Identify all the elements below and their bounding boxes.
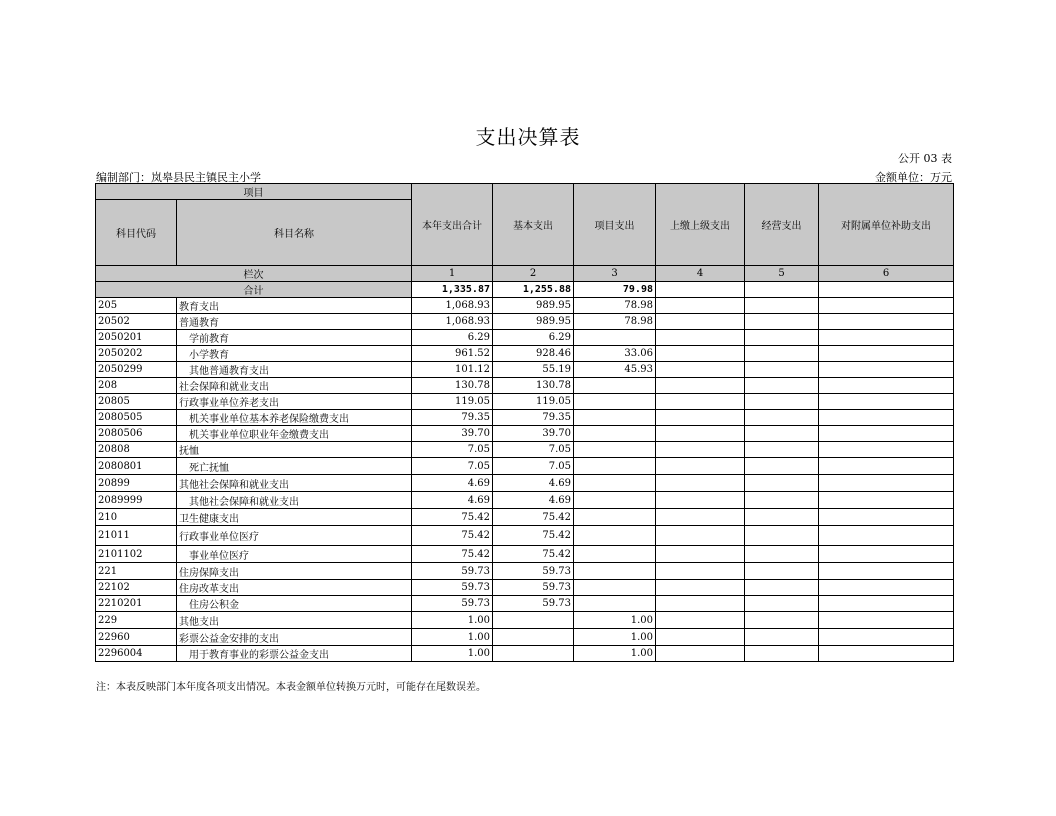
row-subsidy	[819, 646, 954, 662]
table-row	[96, 546, 954, 563]
row-project	[574, 426, 656, 442]
row-basic: 928.46	[493, 346, 574, 362]
row-basic: 75.42	[493, 526, 574, 546]
row-basic: 39.70	[493, 426, 574, 442]
row-name: 其他社会保障和就业支出	[177, 475, 412, 492]
row-code: 20805	[96, 394, 177, 410]
row-code: 210	[96, 509, 177, 526]
row-subsidy	[819, 330, 954, 346]
row-subsidy	[819, 580, 954, 596]
row-subsidy	[819, 546, 954, 563]
row-subsidy	[819, 563, 954, 580]
row-subsidy	[819, 378, 954, 394]
total-value	[745, 282, 819, 298]
row-code: 2296004	[96, 646, 177, 662]
row-business	[745, 298, 819, 314]
department-label: 编制部门：岚皋县民主镇民主小学	[96, 171, 261, 184]
row-subsidy	[819, 442, 954, 458]
row-basic	[493, 629, 574, 646]
row-upper	[656, 426, 745, 442]
row-code: 20502	[96, 314, 177, 330]
row-subsidy	[819, 314, 954, 330]
row-total: 130.78	[412, 378, 493, 394]
row-total: 79.35	[412, 410, 493, 426]
row-subsidy	[819, 509, 954, 526]
row-name: 机关事业单位职业年金缴费支出	[177, 426, 412, 442]
row-business	[745, 546, 819, 563]
row-business	[745, 629, 819, 646]
row-subsidy	[819, 492, 954, 509]
table-row	[96, 378, 954, 394]
row-name: 死亡抚恤	[177, 458, 412, 475]
row-upper	[656, 526, 745, 546]
total-value: 1,335.87	[412, 282, 493, 298]
row-subsidy	[819, 526, 954, 546]
row-total: 1,068.93	[412, 298, 493, 314]
unit-label: 金额单位：万元	[875, 171, 952, 184]
table-row	[96, 612, 954, 629]
row-project	[574, 458, 656, 475]
row-project	[574, 475, 656, 492]
row-project: 1.00	[574, 612, 656, 629]
row-upper	[656, 546, 745, 563]
row-subsidy	[819, 596, 954, 612]
row-business	[745, 458, 819, 475]
row-basic: 55.19	[493, 362, 574, 378]
row-code: 2101102	[96, 546, 177, 563]
row-name: 其他支出	[177, 612, 412, 629]
table-row	[96, 394, 954, 410]
row-total: 6.29	[412, 330, 493, 346]
row-business	[745, 526, 819, 546]
row-upper	[656, 509, 745, 526]
header-col-3: 项目支出	[574, 184, 656, 266]
row-name: 卫生健康支出	[177, 509, 412, 526]
row-business	[745, 492, 819, 509]
row-basic: 59.73	[493, 580, 574, 596]
row-business	[745, 330, 819, 346]
row-total: 59.73	[412, 563, 493, 580]
row-business	[745, 394, 819, 410]
row-total: 1.00	[412, 646, 493, 662]
row-business	[745, 442, 819, 458]
row-business	[745, 563, 819, 580]
row-code: 20899	[96, 475, 177, 492]
col-num: 3	[574, 266, 656, 282]
total-value: 79.98	[574, 282, 656, 298]
table-row	[96, 442, 954, 458]
row-name: 社会保障和就业支出	[177, 378, 412, 394]
row-code: 2210201	[96, 596, 177, 612]
row-upper	[656, 330, 745, 346]
row-upper	[656, 298, 745, 314]
row-business	[745, 362, 819, 378]
table-row	[96, 298, 954, 314]
row-code: 2089999	[96, 492, 177, 509]
table-body	[96, 298, 954, 662]
header-col-2: 基本支出	[493, 184, 574, 266]
header-lanci: 栏次	[96, 266, 412, 282]
row-upper	[656, 442, 745, 458]
row-subsidy	[819, 458, 954, 475]
header-code: 科目代码	[96, 200, 177, 266]
row-project	[574, 394, 656, 410]
row-project	[574, 378, 656, 394]
row-basic: 75.42	[493, 546, 574, 563]
row-code: 229	[96, 612, 177, 629]
row-basic	[493, 612, 574, 629]
row-subsidy	[819, 362, 954, 378]
row-business	[745, 410, 819, 426]
col-num: 5	[745, 266, 819, 282]
row-subsidy	[819, 394, 954, 410]
row-upper	[656, 629, 745, 646]
expenditure-table	[95, 183, 954, 662]
row-total: 1.00	[412, 612, 493, 629]
row-code: 2050202	[96, 346, 177, 362]
row-upper	[656, 362, 745, 378]
header-col-1: 本年支出合计	[412, 184, 493, 266]
row-basic: 119.05	[493, 394, 574, 410]
row-subsidy	[819, 612, 954, 629]
row-name: 学前教育	[177, 330, 412, 346]
row-upper	[656, 563, 745, 580]
row-total: 7.05	[412, 442, 493, 458]
row-code: 221	[96, 563, 177, 580]
table-row	[96, 509, 954, 526]
row-subsidy	[819, 475, 954, 492]
row-name: 机关事业单位基本养老保险缴费支出	[177, 410, 412, 426]
row-name: 行政事业单位养老支出	[177, 394, 412, 410]
row-basic: 59.73	[493, 596, 574, 612]
row-project: 78.98	[574, 314, 656, 330]
row-basic: 7.05	[493, 442, 574, 458]
table-row	[96, 314, 954, 330]
row-name: 小学教育	[177, 346, 412, 362]
row-code: 21011	[96, 526, 177, 546]
row-project: 1.00	[574, 646, 656, 662]
row-upper	[656, 646, 745, 662]
row-total: 101.12	[412, 362, 493, 378]
row-name: 行政事业单位医疗	[177, 526, 412, 546]
row-total: 1,068.93	[412, 314, 493, 330]
row-basic: 75.42	[493, 509, 574, 526]
row-project	[574, 526, 656, 546]
row-business	[745, 612, 819, 629]
row-upper	[656, 580, 745, 596]
row-project	[574, 330, 656, 346]
row-name: 住房保障支出	[177, 563, 412, 580]
row-business	[745, 475, 819, 492]
row-business	[745, 346, 819, 362]
header-col-5: 经营支出	[745, 184, 819, 266]
row-project	[574, 509, 656, 526]
row-upper	[656, 612, 745, 629]
row-subsidy	[819, 629, 954, 646]
row-code: 22102	[96, 580, 177, 596]
table-row	[96, 475, 954, 492]
row-project: 1.00	[574, 629, 656, 646]
row-basic	[493, 646, 574, 662]
row-upper	[656, 314, 745, 330]
row-project	[574, 492, 656, 509]
row-code: 22960	[96, 629, 177, 646]
row-upper	[656, 458, 745, 475]
row-total: 961.52	[412, 346, 493, 362]
row-basic: 130.78	[493, 378, 574, 394]
row-name: 住房改革支出	[177, 580, 412, 596]
row-project: 78.98	[574, 298, 656, 314]
row-project	[574, 410, 656, 426]
row-subsidy	[819, 426, 954, 442]
total-value: 1,255.88	[493, 282, 574, 298]
footnote: 注：本表反映部门本年度各项支出情况。本表金额单位转换万元时，可能存在尾数误差。	[96, 682, 486, 693]
row-total: 59.73	[412, 580, 493, 596]
col-num: 4	[656, 266, 745, 282]
row-upper	[656, 378, 745, 394]
row-project	[574, 563, 656, 580]
row-total: 119.05	[412, 394, 493, 410]
row-business	[745, 509, 819, 526]
row-business	[745, 580, 819, 596]
row-name: 抚恤	[177, 442, 412, 458]
row-total: 59.73	[412, 596, 493, 612]
header-col-4: 上缴上级支出	[656, 184, 745, 266]
row-basic: 7.05	[493, 458, 574, 475]
row-business	[745, 426, 819, 442]
total-value	[819, 282, 954, 298]
row-subsidy	[819, 410, 954, 426]
row-business	[745, 646, 819, 662]
row-business	[745, 596, 819, 612]
row-basic: 4.69	[493, 475, 574, 492]
row-total: 39.70	[412, 426, 493, 442]
row-total: 1.00	[412, 629, 493, 646]
page-title: 支出决算表	[475, 125, 581, 149]
row-code: 2050201	[96, 330, 177, 346]
row-project	[574, 442, 656, 458]
row-total: 75.42	[412, 526, 493, 546]
row-name: 彩票公益金安排的支出	[177, 629, 412, 646]
row-code: 2050299	[96, 362, 177, 378]
form-code: 公开 03 表	[898, 152, 952, 165]
table-row	[96, 580, 954, 596]
row-code: 2080505	[96, 410, 177, 426]
row-upper	[656, 410, 745, 426]
total-label: 合计	[96, 282, 412, 298]
row-basic: 4.69	[493, 492, 574, 509]
row-name: 教育支出	[177, 298, 412, 314]
row-upper	[656, 346, 745, 362]
row-subsidy	[819, 298, 954, 314]
table-row	[96, 410, 954, 426]
table-row	[96, 492, 954, 509]
row-upper	[656, 492, 745, 509]
row-total: 4.69	[412, 492, 493, 509]
header-col-6: 对附属单位补助支出	[819, 184, 954, 266]
table-row	[96, 346, 954, 362]
col-num: 6	[819, 266, 954, 282]
row-upper	[656, 475, 745, 492]
row-code: 2080506	[96, 426, 177, 442]
row-upper	[656, 596, 745, 612]
row-business	[745, 314, 819, 330]
row-basic: 6.29	[493, 330, 574, 346]
col-num: 2	[493, 266, 574, 282]
row-project	[574, 596, 656, 612]
row-code: 20808	[96, 442, 177, 458]
row-code: 205	[96, 298, 177, 314]
row-total: 4.69	[412, 475, 493, 492]
row-business	[745, 378, 819, 394]
row-name: 住房公积金	[177, 596, 412, 612]
row-upper	[656, 394, 745, 410]
row-basic: 989.95	[493, 314, 574, 330]
total-value	[656, 282, 745, 298]
table-row	[96, 458, 954, 475]
row-name: 其他普通教育支出	[177, 362, 412, 378]
row-name: 用于教育事业的彩票公益金支出	[177, 646, 412, 662]
table-row	[96, 426, 954, 442]
header-name: 科目名称	[177, 200, 412, 266]
row-project	[574, 546, 656, 563]
row-project: 33.06	[574, 346, 656, 362]
row-basic: 989.95	[493, 298, 574, 314]
row-name: 其他社会保障和就业支出	[177, 492, 412, 509]
table-row	[96, 629, 954, 646]
row-code: 208	[96, 378, 177, 394]
table-row	[96, 596, 954, 612]
row-name: 事业单位医疗	[177, 546, 412, 563]
table-row	[96, 330, 954, 346]
table-row	[96, 646, 954, 662]
row-total: 75.42	[412, 509, 493, 526]
row-name: 普通教育	[177, 314, 412, 330]
row-total: 7.05	[412, 458, 493, 475]
table-row	[96, 563, 954, 580]
row-project	[574, 580, 656, 596]
row-basic: 59.73	[493, 563, 574, 580]
row-code: 2080801	[96, 458, 177, 475]
row-subsidy	[819, 346, 954, 362]
col-num: 1	[412, 266, 493, 282]
row-basic: 79.35	[493, 410, 574, 426]
row-total: 75.42	[412, 546, 493, 563]
row-project: 45.93	[574, 362, 656, 378]
table-row	[96, 526, 954, 546]
header-project: 项目	[96, 184, 412, 200]
table-row	[96, 362, 954, 378]
